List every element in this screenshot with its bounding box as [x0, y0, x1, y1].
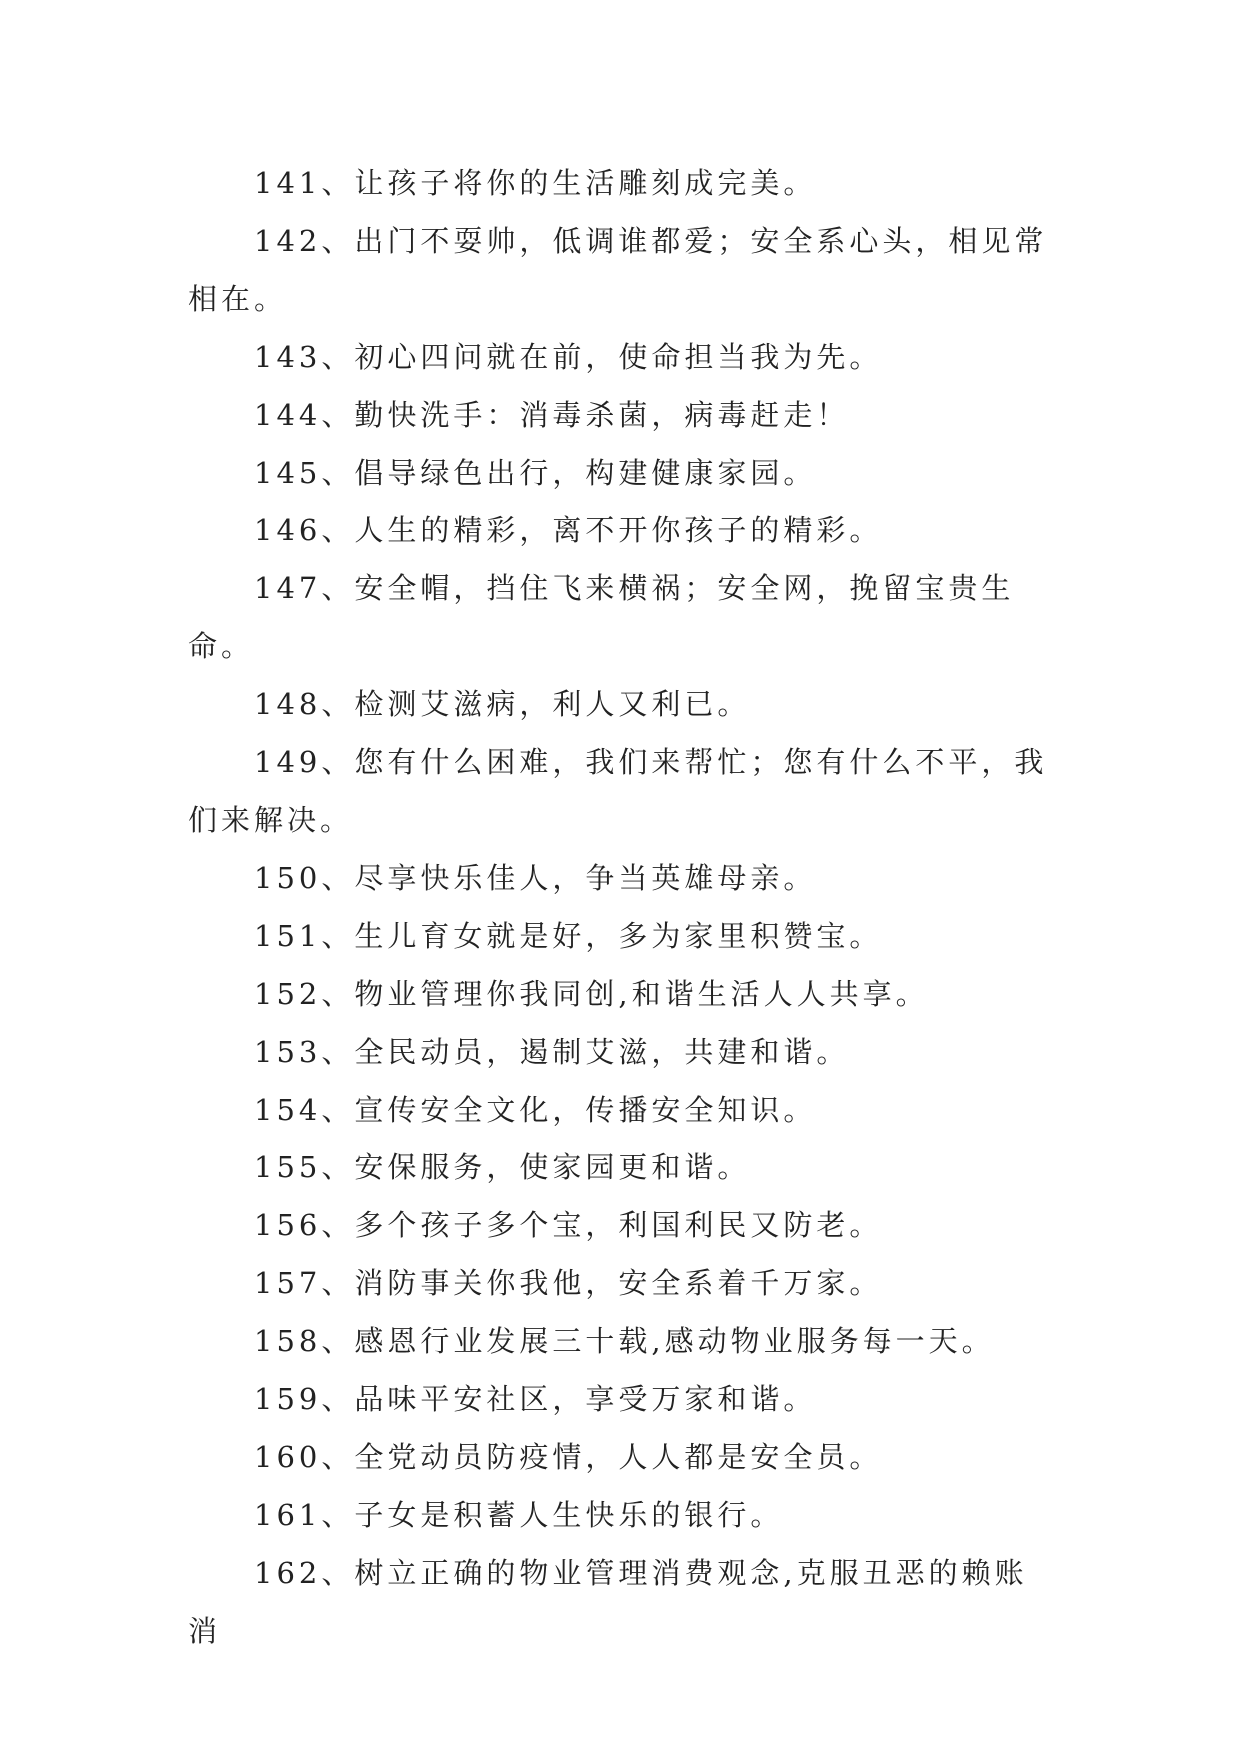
paragraph-145: 145、倡导绿色出行，构建健康家园。: [254, 455, 817, 490]
paragraph-141: 141、让孩子将你的生活雕刻成完美。: [254, 166, 817, 200]
paragraph-159: 159、品味平安社区，享受万家和谐。: [254, 1382, 817, 1417]
paragraph-156: 156、多个孩子多个宝，利国利民又防老。: [254, 1208, 883, 1243]
paragraph-143: 143、初心四问就在前，使命担当我为先。: [254, 339, 883, 374]
paragraph-161: 161、子女是积蓄人生快乐的银行。: [254, 1497, 784, 1532]
paragraph-146: 146、人生的精彩，离不开你孩子的精彩。: [254, 513, 883, 548]
paragraph-153: 153、全民动员，遏制艾滋，共建和谐。: [254, 1034, 850, 1069]
paragraph-151: 151、生儿育女就是好，多为家里积赞宝。: [254, 918, 883, 953]
paragraph-158: 158、感恩行业发展三十载,感动物业服务每一天。: [254, 1324, 995, 1359]
slogan-list: [188, 155, 1058, 1661]
paragraph-155: 155、安保服务，使家园更和谐。: [254, 1150, 751, 1185]
paragraph-157: 157、消防事关你我他，安全系着千万家。: [254, 1266, 883, 1301]
paragraph-150: 150、尽享快乐佳人，争当英雄母亲。: [254, 860, 817, 895]
paragraph-162: 162、树立正确的物业管理消费观念,克服丑恶的赖账消: [188, 1555, 1028, 1648]
paragraph-152: 152、物业管理你我同创,和谐生活人人共享。: [254, 976, 929, 1011]
paragraph-154: 154、宣传安全文化，传播安全知识。: [254, 1092, 817, 1127]
paragraph-148: 148、检测艾滋病，利人又利已。: [254, 687, 751, 722]
paragraph-149: 149、您有什么困难，我们来帮忙；您有什么不平，我们来解决。: [188, 745, 1048, 837]
paragraph-160: 160、全党动员防疫情，人人都是安全员。: [254, 1439, 883, 1474]
paragraph-147: 147、安全帽，挡住飞来横祸；安全网，挽留宝贵生命。: [188, 571, 1015, 664]
paragraph-144: 144、勤快洗手：消毒杀菌，病毒赶走！: [254, 397, 850, 432]
paragraph-142: 142、出门不耍帅，低调谁都爱；安全系心头，相见常相在。: [188, 223, 1048, 316]
